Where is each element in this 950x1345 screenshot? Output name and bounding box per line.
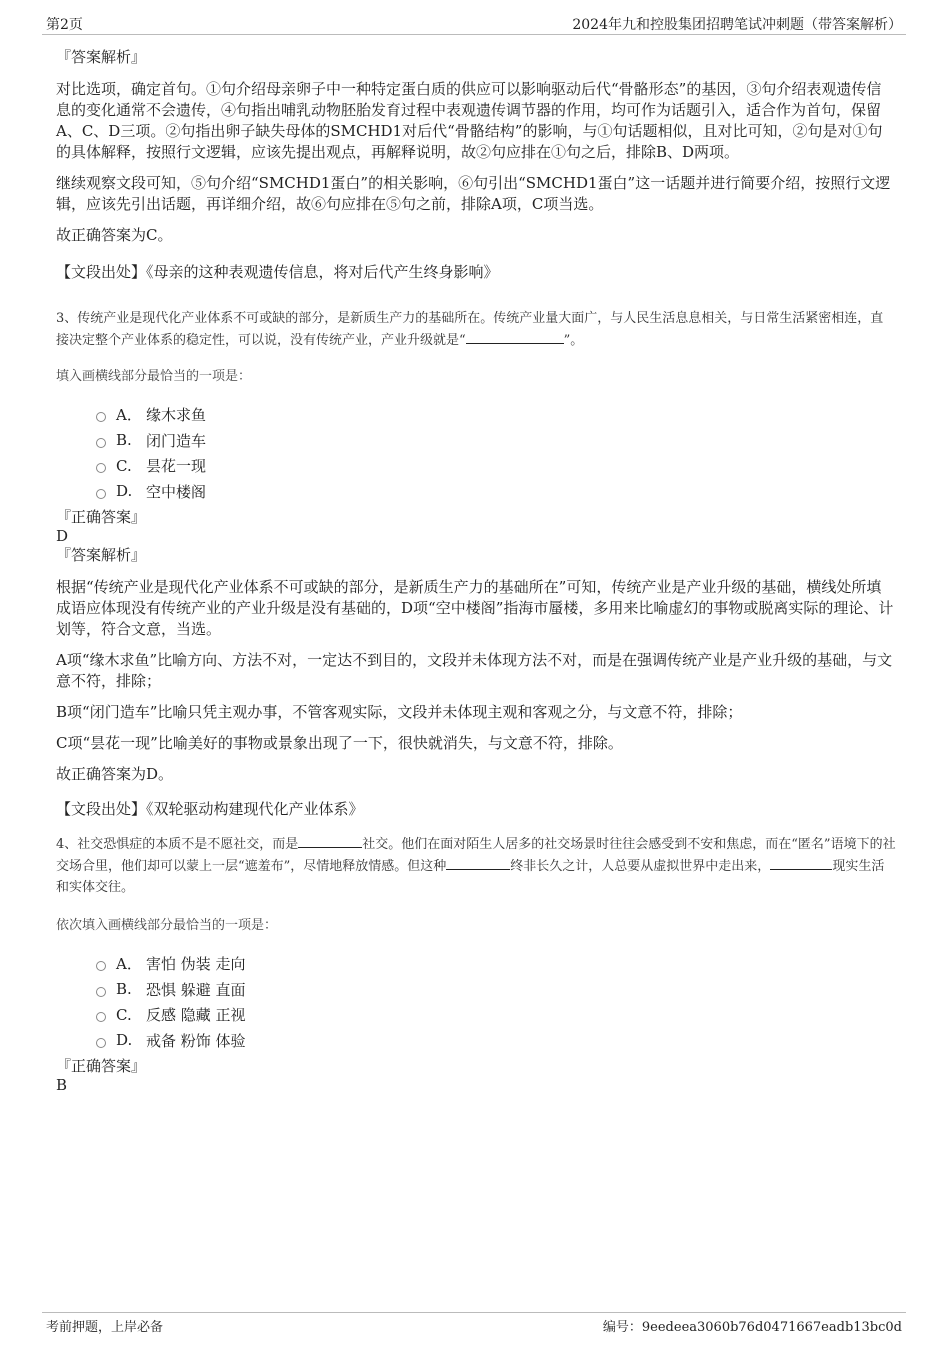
- q3-analysis-paragraph-2: A项“缘木求鱼”比喻方向、方法不对，一定达不到目的，文段并未体现方法不对，而是在强调传统产业是产业升级的基础，与文意不符，排除；: [56, 651, 893, 690]
- radio-button-icon[interactable]: [96, 489, 106, 499]
- q3-answer: D: [56, 527, 69, 545]
- q4-answer-label: 『正确答案』: [56, 1057, 147, 1075]
- radio-button-icon[interactable]: [96, 1038, 106, 1048]
- q2-analysis-paragraph-1: 对比选项，确定首句。①句介绍母亲卵子中一种特定蛋白质的供应可以影响驱动后代“骨骼形态”的基因，③句介绍表观遗传信息的变化通常不会遗传，④句指出哺乳动物胚胎发育过程中表观遗传调节器的作用，均可作为话题引入，适合作为首句，保留A、C、D三项。②句指出卵子缺失母体的SMCHD1对后代“骨骼结构”的影响，与①句话题相似，且对比可知，②句是对①句的具体解释，按照行文逻辑，应该先提出观点，再解释说明，故②句应排在①句之后，排除B、D两项。: [56, 80, 883, 161]
- q4-blank-2: [446, 855, 510, 870]
- q4-options: [96, 951, 896, 1053]
- page-header: [42, 12, 906, 35]
- q3-option-c[interactable]: C. 昙花一现: [96, 453, 896, 479]
- q3-analysis-paragraph-4: C项“昙花一现”比喻美好的事物或景象出现了一下，很快就消失，与文意不符，排除。: [56, 734, 623, 752]
- q3-source: 【文段出处】《双轮驱动构建现代化产业体系》: [56, 800, 364, 818]
- q4-option-c[interactable]: C. 反感 隐藏 正视: [96, 1002, 896, 1028]
- page-footer: [42, 1312, 906, 1335]
- q3-instruction: 填入画横线部分最恰当的一项是：: [56, 369, 252, 384]
- q2-source: 【文段出处】《母亲的这种表观遗传信息，将对后代产生终身影响》: [56, 263, 499, 281]
- radio-button-icon[interactable]: [96, 987, 106, 997]
- q3-conclusion: 故正确答案为D。: [56, 765, 174, 783]
- q3-option-b[interactable]: B. 闭门造车: [96, 428, 896, 454]
- radio-button-icon[interactable]: [96, 463, 106, 473]
- q4-question-text: 4、社交恐惧症的本质不是不愿社交，而是 社交。他们在面对陌生人居多的社交场景时往往会感受到不安和焦虑，而在“匿名”语境下的社交场合里，他们却可以蒙上一层“遮羞布”，尽情地释放情感。但这种 终非长久之计，人总要从虚拟世界中走出来， 现实生活和实体交往。: [56, 833, 896, 898]
- q3-answer-label: 『正确答案』: [56, 508, 147, 526]
- q3-blank: [466, 329, 564, 344]
- q3-option-d[interactable]: D. 空中楼阁: [96, 479, 896, 505]
- q4-blank-1: [298, 833, 362, 848]
- document-code: 编号：9eedeea3060b76d0471667eadb13bc0d: [602, 1320, 902, 1335]
- q2-analysis-label: 『答案解析』: [56, 48, 147, 66]
- q4-option-b[interactable]: B. 恐惧 躲避 直面: [96, 977, 896, 1003]
- document-body: [56, 48, 896, 1095]
- q4-option-d[interactable]: D. 戒备 粉饰 体验: [96, 1028, 896, 1054]
- page-number: 第2页: [46, 17, 83, 33]
- radio-button-icon[interactable]: [96, 438, 106, 448]
- radio-button-icon[interactable]: [96, 1012, 106, 1022]
- q4-blank-3: [770, 855, 832, 870]
- radio-button-icon[interactable]: [96, 412, 106, 422]
- q4-answer: B: [56, 1076, 68, 1094]
- q2-analysis-paragraph-2: 继续观察文段可知，⑤句介绍“SMCHD1蛋白”的相关影响，⑥句引出“SMCHD1蛋白”这一话题并进行简要介绍，按照行文逻辑，应该先引出话题，再详细介绍，故⑥句应排在⑤句之前，排除A项，C项当选。: [56, 174, 891, 213]
- document-title: 2024年九和控股集团招聘笔试冲刺题（带答案解析）: [572, 17, 902, 33]
- q3-analysis-paragraph-1: 根据“传统产业是现代化产业体系不可或缺的部分，是新质生产力的基础所在”可知，传统产业是产业升级的基础，横线处所填成语应体现没有传统产业的产业升级是没有基础的，D项“空中楼阁”指海市蜃楼，多用来比喻虚幻的事物或脱离实际的理论、计划等，符合文意，当选。: [56, 578, 894, 638]
- q4-instruction: 依次填入画横线部分最恰当的一项是：: [56, 918, 278, 933]
- radio-button-icon[interactable]: [96, 961, 106, 971]
- q3-option-a[interactable]: A． 缘木求鱼: [96, 402, 896, 428]
- q2-conclusion: 故正确答案为C。: [56, 226, 173, 244]
- footer-slogan: 考前押题，上岸必备: [46, 1320, 164, 1335]
- q3-analysis-label: 『答案解析』: [56, 546, 147, 564]
- q4-option-a[interactable]: A． 害怕 伪装 走向: [96, 951, 896, 977]
- q3-analysis-paragraph-3: B项“闭门造车”比喻只凭主观办事，不管客观实际，文段并未体现主观和客观之分，与文意不符，排除；: [56, 703, 743, 721]
- q3-question-text: 3、传统产业是现代化产业体系不可或缺的部分，是新质生产力的基础所在。传统产业量大面广，与人民生活息息相关，与日常生活紧密相连，直接决定整个产业体系的稳定性，可以说，没有传统产业，产业升级就是“ ”。: [56, 311, 884, 348]
- q3-options: [96, 402, 896, 504]
